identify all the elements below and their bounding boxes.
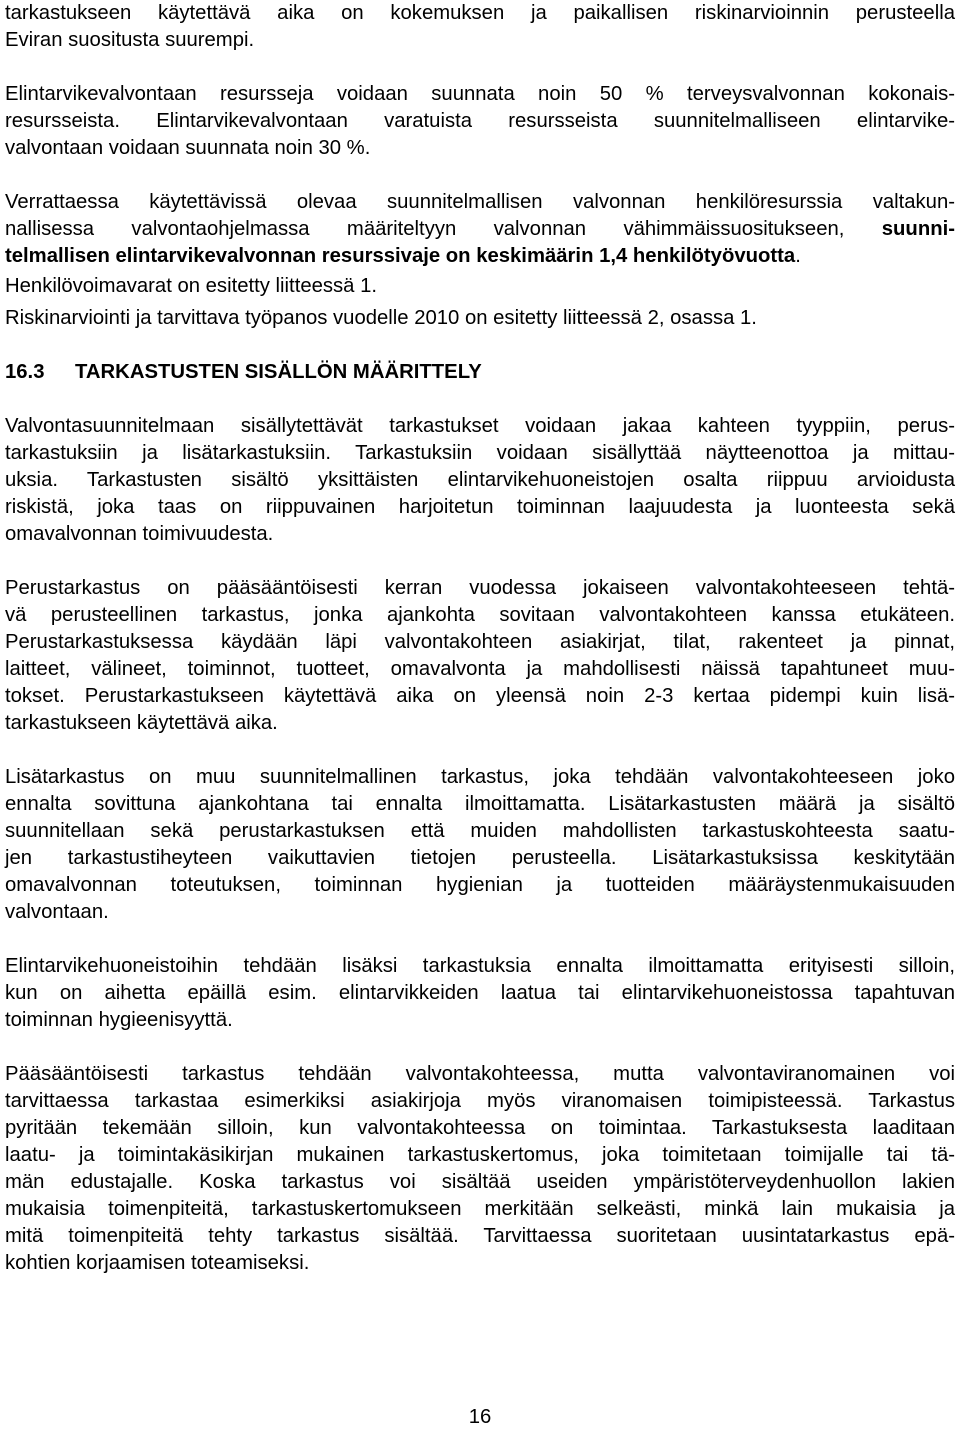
text-line: män edustajalle. Koska tarkastus voi sisältää useiden ympäristöterveydenhuollon lakien — [5, 1171, 955, 1193]
text-line: omavalvonnan toimivuudesta. — [5, 523, 274, 545]
bold-text: telmallisen elintarvikevalvonnan resurssivaje on keskimäärin 1,4 henkilötyövuotta — [5, 245, 796, 267]
text-line: pyritään tekemään silloin, kun valvontakohteessa on toimintaa. Tarkastuksesta laaditaan — [5, 1117, 955, 1139]
text-line: kun on aihetta epäillä esim. elintarvikkeiden laatua tai elintarvikehuoneistossa tapahtuvan — [5, 982, 955, 1004]
text-line: ennalta sovittuna ajankohtana tai ennalta ilmoittamatta. Lisätarkastusten määrä ja sisältö — [5, 793, 955, 815]
text-line: valvontaan. — [5, 901, 109, 923]
text-line: omavalvonnan toteutuksen, toiminnan hygienian ja tuotteiden määräystenmukaisuuden — [5, 874, 955, 896]
paragraph-6 — [5, 575, 955, 737]
text-span: nallisessa valvontaohjelmassa määriteltyyn valvonnan vähimmäissuositukseen, — [5, 218, 845, 240]
paragraph-8 — [5, 953, 955, 1034]
text-line: Henkilövoimavarat on esitetty liitteessä 1. — [5, 275, 377, 297]
page-number: 16 — [468, 1406, 492, 1428]
text-line: valvontaan voidaan suunnata noin 30 %. — [5, 137, 371, 159]
text-line — [5, 243, 955, 270]
text-line: Perustarkastuksessa käydään läpi valvontakohteen asiakirjat, tilat, rakenteet ja pinnat, — [5, 631, 955, 653]
paragraph-1 — [5, 81, 955, 162]
paragraph-7 — [5, 764, 955, 926]
paragraph-0 — [5, 0, 955, 54]
text-line: Elintarvikevalvontaan resursseja voidaan suunnata noin 50 % terveysvalvonnan kokonais- — [5, 83, 955, 105]
text-line: laatu- ja toimintakäsikirjan mukainen tarkastuskertomus, joka toimitetaan toimijalle tai tä- — [5, 1144, 955, 1166]
text-line: vä perusteellinen tarkastus, jonka ajankohta sovitaan valvontakohteen kanssa etukäteen. — [5, 604, 955, 626]
text-span: . — [795, 245, 801, 267]
paragraph-4 — [5, 305, 955, 332]
text-line: Verrattaessa käytettävissä olevaa suunnitelmallisen valvonnan henkilöresurssia valtakun- — [5, 191, 955, 213]
text-line: resursseista. Elintarvikevalvontaan varatuista resursseista suunnitelmalliseen elintarvike- — [5, 110, 955, 132]
text-line: Valvontasuunnitelmaan sisällytettävät tarkastukset voidaan jakaa kahteen tyyppiin, perus- — [5, 415, 955, 437]
text-line: Perustarkastus on pääsääntöisesti kerran vuodessa jokaiseen valvontakohteeseen tehtä- — [5, 577, 955, 599]
paragraph-2 — [5, 189, 955, 270]
text-line: Pääsääntöisesti tarkastus tehdään valvontakohteessa, mutta valvontaviranomainen voi — [5, 1063, 955, 1085]
text-line: tarkastuksiin ja lisätarkastuksiin. Tarkastuksiin voidaan sisällyttää näytteenottoa ja mittau- — [5, 442, 955, 464]
paragraph-3 — [5, 273, 955, 300]
text-line: laitteet, välineet, toiminnot, tuotteet, omavalvonta ja mahdollisesti näissä tapahtuneet muu- — [5, 658, 955, 680]
paragraph-5 — [5, 413, 955, 548]
text-line: uksia. Tarkastusten sisältö yksittäisten elintarvikehuoneistojen osalta riippuu arvioidusta — [5, 469, 955, 491]
text-line: tarvittaessa tarkastaa esimerkiksi asiakirjoja myös viranomaisen toimipisteessä. Tarkastus — [5, 1090, 955, 1112]
bold-text: suunni- — [881, 218, 955, 240]
text-line: tarkastukseen käytettävä aika on kokemuksen ja paikallisen riskinarvioinnin perusteella — [5, 2, 955, 24]
section-title: TARKASTUSTEN SISÄLLÖN MÄÄRITTELY — [75, 361, 482, 383]
text-line: toiminnan hygieenisyyttä. — [5, 1009, 233, 1031]
text-line: kohtien korjaamisen toteamiseksi. — [5, 1252, 310, 1274]
section-number: 16.3 — [5, 361, 45, 383]
text-line: Lisätarkastus on muu suunnitelmallinen tarkastus, joka tehdään valvontakohteeseen joko — [5, 766, 955, 788]
text-line: suunnitellaan sekä perustarkastuksen että muiden mahdollisten tarkastuskohteesta saatu- — [5, 820, 955, 842]
text-line — [5, 216, 955, 243]
document-page — [5, 0, 955, 1304]
text-line: jen tarkastustiheyteen vaikuttavien tietojen perusteella. Lisätarkastuksissa keskitytään — [5, 847, 955, 869]
text-line: Eviran suositusta suurempi. — [5, 29, 255, 51]
text-line: riskistä, joka taas on riippuvainen harjoitetun toiminnan laajuudesta ja luonteesta sekä — [5, 496, 955, 518]
text-line: mitä toimenpiteitä tehty tarkastus sisältää. Tarvittaessa suoritetaan uusintatarkastus epä- — [5, 1225, 955, 1247]
section-heading — [5, 359, 955, 386]
text-line: Riskinarviointi ja tarvittava työpanos vuodelle 2010 on esitetty liitteessä 2, osassa 1. — [5, 307, 757, 329]
text-line: mukaisia toimenpiteitä, tarkastuskertomukseen merkitään selkeästi, minkä lain mukaisia ja — [5, 1198, 955, 1220]
text-line: Elintarvikehuoneistoihin tehdään lisäksi tarkastuksia ennalta ilmoittamatta erityisesti silloin, — [5, 955, 955, 977]
text-line: tarkastukseen käytettävä aika. — [5, 712, 278, 734]
paragraph-9 — [5, 1061, 955, 1277]
text-line: tokset. Perustarkastukseen käytettävä aika on yleensä noin 2-3 kertaa pidempi kuin lisä- — [5, 685, 955, 707]
